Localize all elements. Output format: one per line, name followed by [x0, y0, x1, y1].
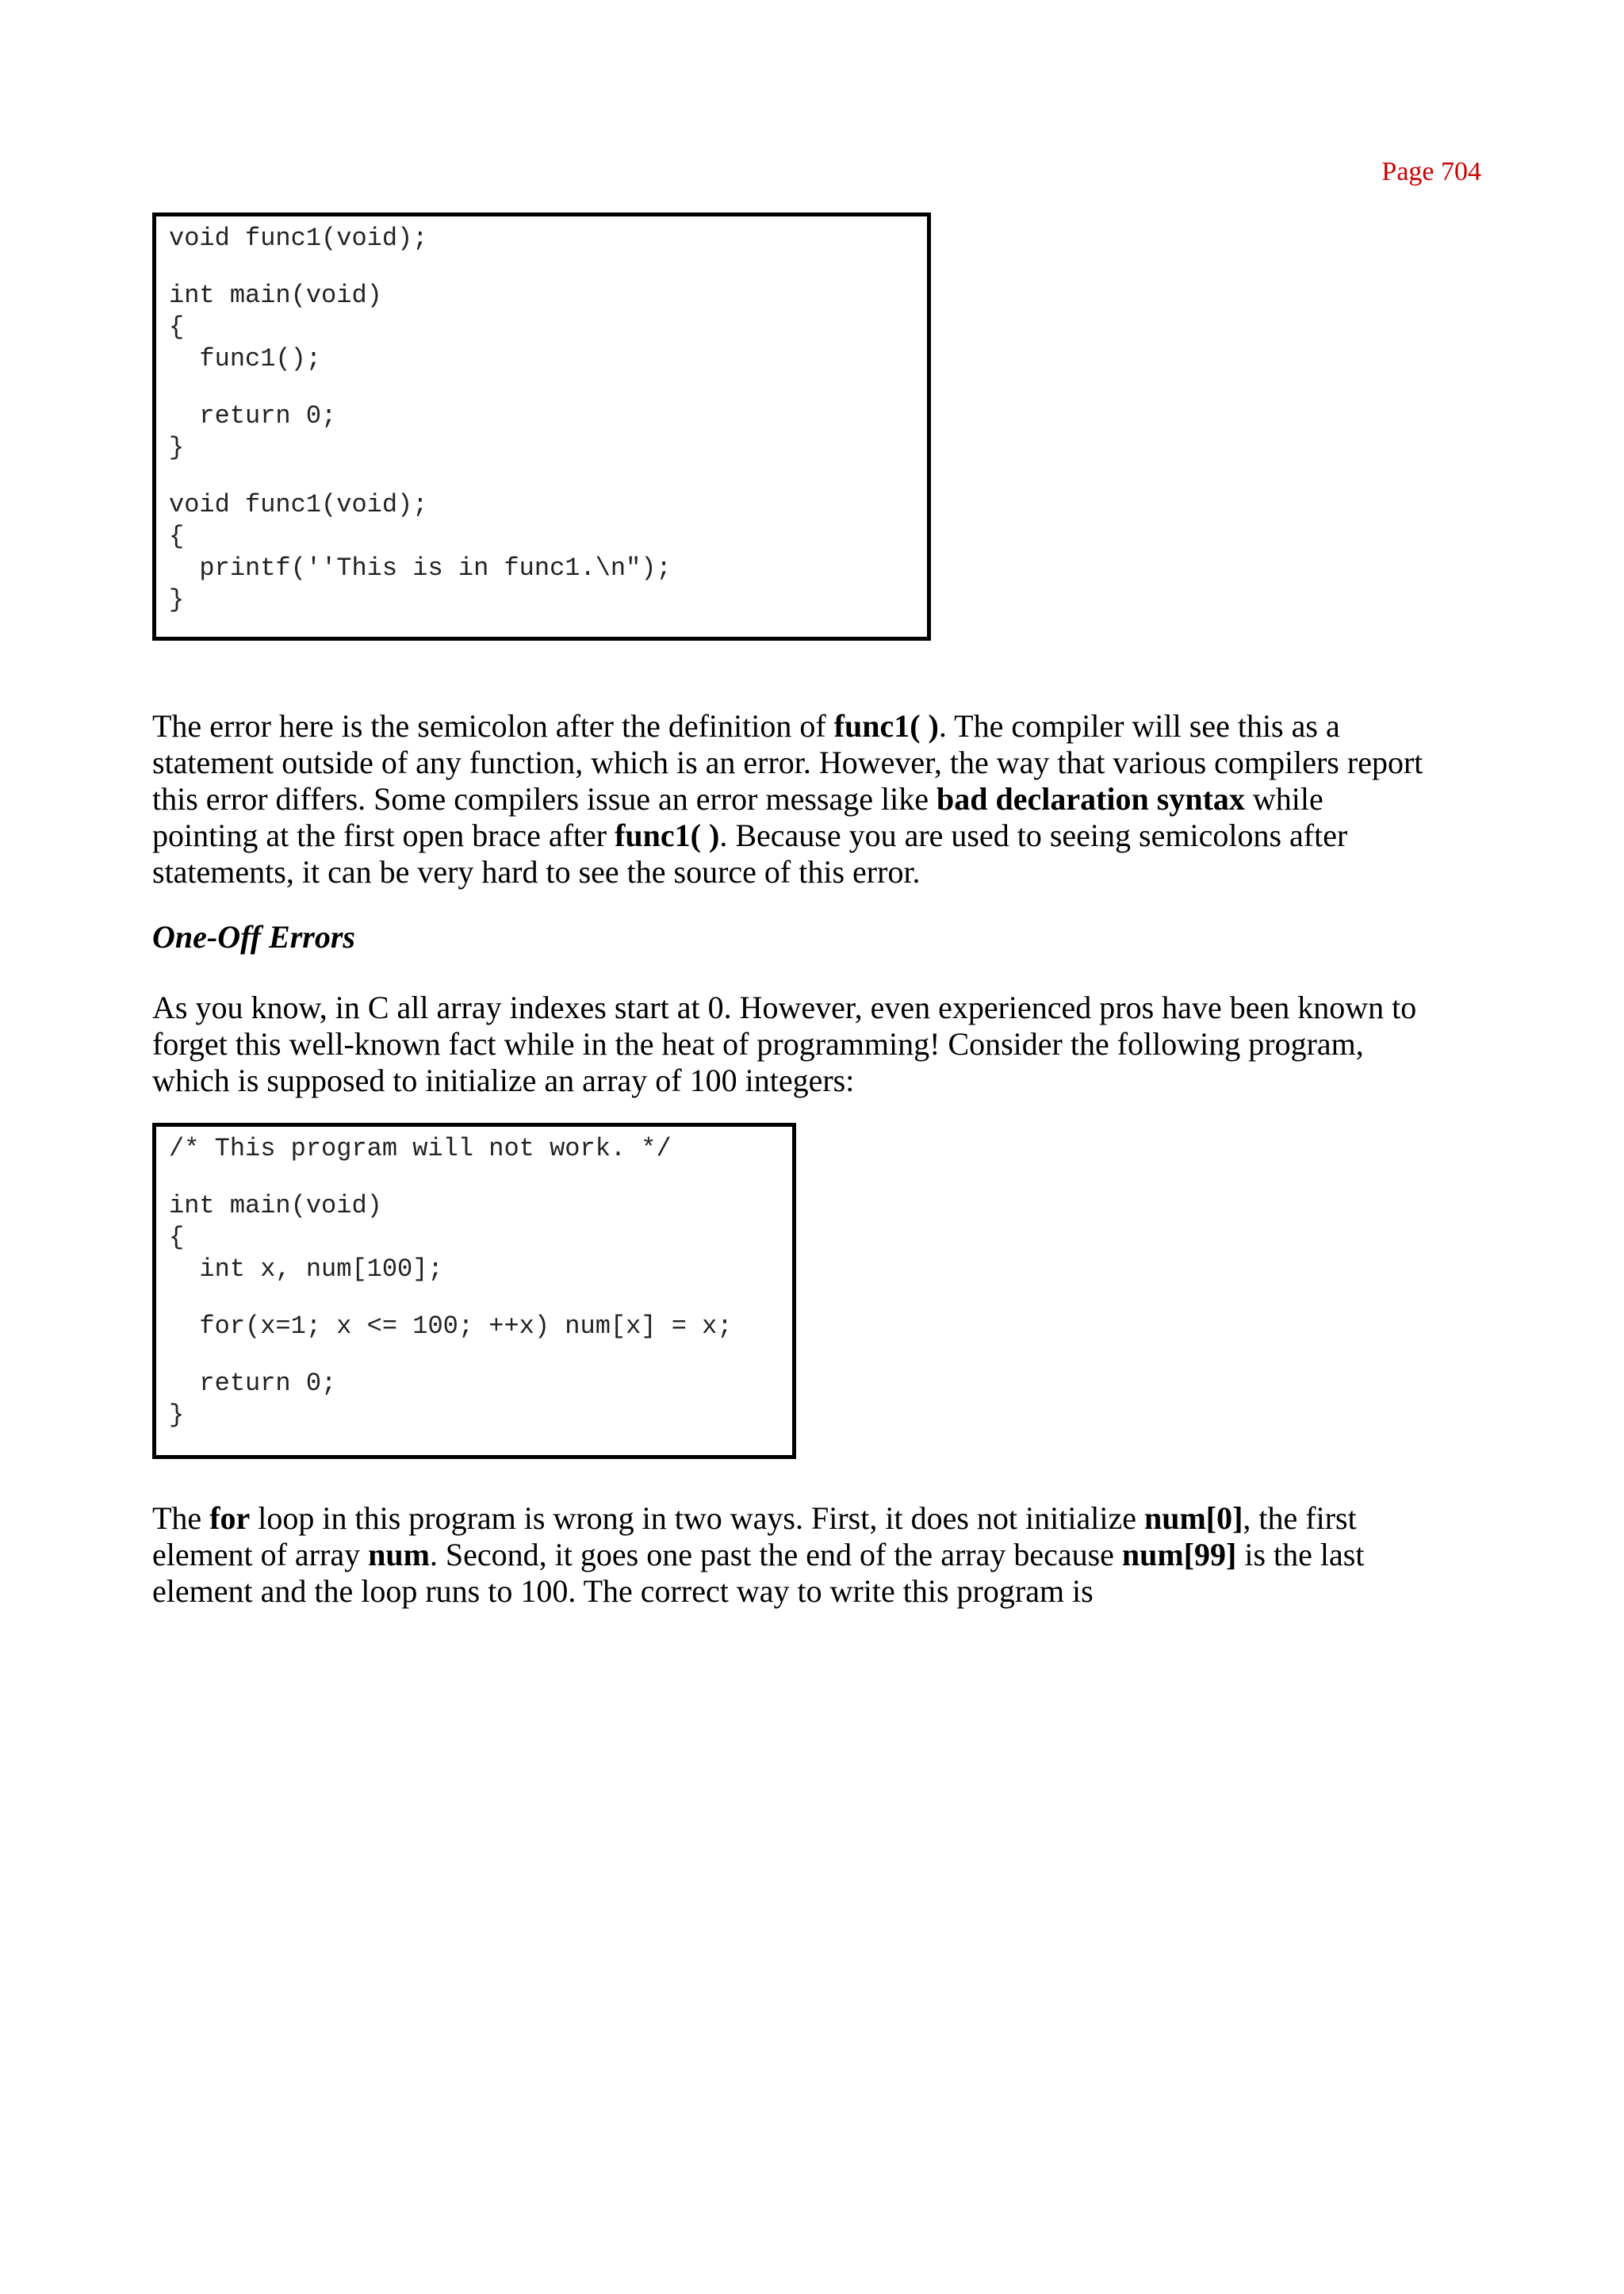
code-block-func1 [152, 213, 931, 641]
code-line: for(x=1; x <= 100; ++x) num[x] = x; [169, 1312, 733, 1341]
section-heading: One-Off Errors [152, 919, 355, 955]
text-span: is the last [1236, 1537, 1365, 1572]
code-line: { [169, 312, 185, 342]
text-span: this error differs. Some compilers issue an error message like [152, 781, 936, 817]
code-line: { [169, 522, 185, 551]
code-blank-line [169, 255, 914, 280]
text-span: statement outside of any function, which is an error. However, the way that various compilers report [152, 745, 1423, 780]
code-blank-line [169, 1342, 779, 1368]
code-line: return 0; [169, 1369, 337, 1398]
code-blank-line [169, 464, 914, 489]
code-line: int main(void) [169, 1191, 382, 1220]
text-span: , the first [1243, 1500, 1357, 1536]
paragraph-semicolon-error [152, 708, 1500, 890]
text-span: As you know, in C all array indexes start at 0. However, even experienced pros have been known to [152, 990, 1417, 1025]
text-span: . The compiler will see this as a [938, 708, 1340, 744]
text-span: The [152, 1500, 210, 1536]
text-span: loop in this program is wrong in two ways. First, it does not initialize [250, 1500, 1144, 1536]
code-line: } [169, 1400, 185, 1430]
code-line: return 0; [169, 401, 337, 431]
code-block-array [152, 1123, 796, 1459]
code-line: printf(''This is in func1.\n"); [169, 553, 672, 583]
text-span: statements, it can be very hard to see the source of this error. [152, 854, 921, 890]
paragraph-for-loop-error [152, 1500, 1500, 1610]
text-span: element and the loop runs to 100. The correct way to write this program is [152, 1573, 1094, 1609]
code-line: /* This program will not work. */ [169, 1134, 672, 1163]
bold-term: for [209, 1500, 251, 1536]
paragraph-array-indexes [152, 990, 1500, 1099]
text-span: pointing at the first open brace after [152, 818, 615, 853]
code-line: void func1(void); [169, 224, 428, 253]
code-blank-line [169, 1285, 779, 1311]
code-line: } [169, 433, 185, 462]
bold-term: num[0] [1143, 1500, 1243, 1536]
text-span: forget this well-known fact while in the heat of programming! Consider the following program, [152, 1026, 1364, 1062]
text-span: which is supposed to initialize an array of 100 integers: [152, 1063, 855, 1098]
code-blank-line [169, 375, 914, 400]
text-span: . Second, it goes one past the end of the array because [429, 1537, 1122, 1572]
text-span: element of array [152, 1537, 369, 1572]
bold-term: num [368, 1537, 430, 1572]
bold-term: bad declaration syntax [936, 781, 1245, 817]
text-span: while [1244, 781, 1323, 817]
code-line: int main(void) [169, 281, 382, 310]
text-span: The error here is the semicolon after the definition of [152, 708, 834, 744]
page-number: Page 704 [1381, 157, 1481, 186]
code-blank-line [169, 1165, 779, 1190]
code-line: int x, num[100]; [169, 1254, 443, 1284]
bold-term: func1( ) [615, 818, 720, 853]
code-line: } [169, 585, 185, 615]
code-line: { [169, 1223, 185, 1252]
bold-term: func1( ) [833, 708, 939, 744]
text-span: . Because you are used to seeing semicolons after [719, 818, 1348, 853]
code-line: func1(); [169, 344, 322, 373]
bold-term: num[99] [1121, 1537, 1237, 1572]
code-line: void func1(void); [169, 490, 428, 519]
